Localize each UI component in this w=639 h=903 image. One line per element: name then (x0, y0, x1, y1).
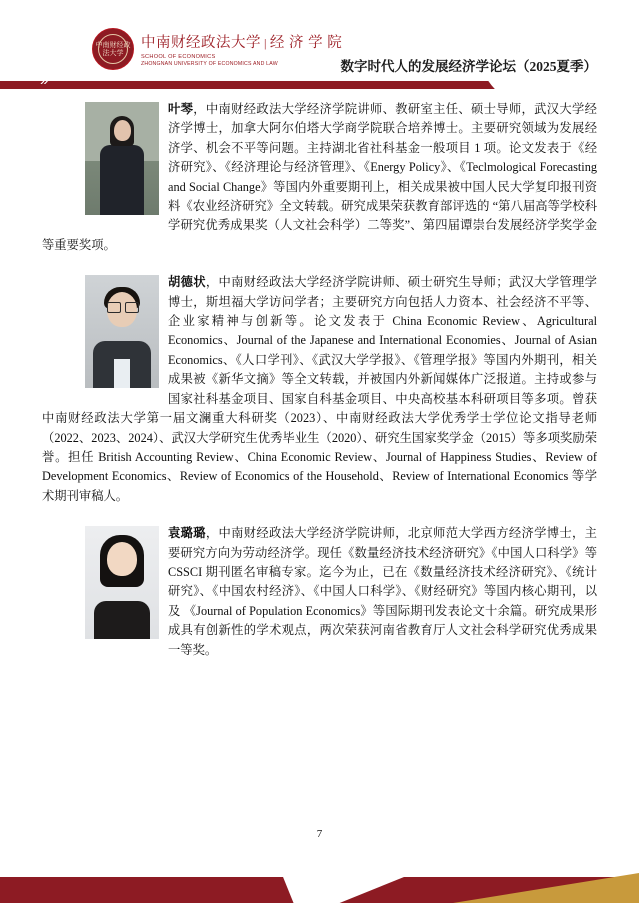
university-seal-icon (92, 28, 134, 70)
logo-separator: | (264, 36, 267, 50)
portrait-shirt (114, 359, 130, 388)
portrait-body (100, 145, 144, 215)
speaker-entry (0, 100, 639, 255)
page-header (0, 0, 639, 88)
header-red-rule (0, 78, 639, 92)
speaker-entry-inner (42, 273, 597, 506)
portrait-ye-qin (85, 102, 159, 215)
speaker-entry (0, 273, 639, 506)
speaker-name: 胡德状 (168, 275, 206, 290)
speaker-bio-text: ，中南财经政法大学经济学院讲师、硕士研究生导师；武汉大学管理学博士，斯坦福大学访问学者；主要研究方向包括人力资本、社会经济不平等、企业家精神与创新等。论文发表于 China Economic Review、Agricultural Economics、Journal of the Japanese and International Economies、Journal of Asian Economics、《人口学刊》、《武汉大学学报》、《管理学报》等国内外期刊，相关成果被《新华文摘》等全文转载，并被国内外新闻媒体广泛报道。主持或参与国家社科基金项目、国家自科基金项目、中央高校基本科研项目等多项。曾获中南财经政法大学第一届文澜重大科研奖（2023）、中南财经政法大学优秀学士学位论文指导老师（2022、2023、2024）、武汉大学研究生优秀毕业生（2020）、研究生国家奖学金（2015）等多项奖励荣誉。担任 British Accounting Review、China Economic Review、Journal of Happiness Studies、Review of Development Economics、Review of Economics of the Household、Review of International Economics 等学术期刊审稿人。 (42, 275, 597, 503)
university-name-block (141, 31, 342, 67)
header-curve-cut-2 (519, 78, 639, 92)
header-white-band (0, 0, 639, 20)
speaker-name: 袁璐璐 (168, 526, 206, 541)
university-seal-text: 中南财经政法大学 (95, 41, 131, 57)
portrait-glasses-right (125, 302, 139, 313)
page-number: 7 (316, 828, 323, 840)
speaker-bio-text: ，中南财经政法大学经济学院讲师、教研室主任、硕士导师，武汉大学经济学博士，加拿大阿尔伯塔大学商学院联合培养博士。主要研究领域为发展经济学、机会不平等问题。主持湖北省社科基金一般项目 1 项。论文发表于《经济研究》、《经济理论与经济管理》、《Energy Policy》、《Teclmological Forecasting and Social Change》等国内外重要期刊上，相关成果被中国人民大学复印报刊资料《农业经济研究》全文转载。研究成果荣获教育部评选的 “第八届高等学校科学研究优秀成果奖（人文社会科学）二等奖”、第四届谭崇台发展经济学奖学金等重要奖项。 (42, 102, 597, 252)
portrait-body (94, 601, 150, 639)
footer-decoration (0, 845, 639, 903)
speaker-bio-text: ，中南财经政法大学经济学院讲师，北京师范大学西方经济学博士，主要研究方向为劳动经济学。现任《数量经济技术经济研究》《中国人口科学》等 CSSCI 期刊匿名审稿专家。迄今为止，已在《数量经济技术经济研究》、《统计研究》、《中国农村经济》、《中国人口科学》、《财经研究》等国内核心期刊，以及 《Journal of Population Economics》等国际期刊发表论文十余篇。研究成果形成具有创新性的学术观点，两次荣获河南省教育厅人文社会科学研究优秀成果一等奖。 (168, 526, 597, 657)
school-name-cn: 经 济 学 院 (269, 35, 343, 51)
speaker-name: 叶琴 (168, 102, 194, 116)
forum-title: 数字时代人的发展经济学论坛（2025夏季） (340, 59, 597, 74)
university-name-cn-row (141, 31, 342, 52)
speaker-entry-inner (42, 100, 597, 255)
portrait-hu-dezhuang (85, 275, 159, 388)
university-name-cn: 中南财经政法大学 (141, 35, 261, 51)
portrait-face (107, 542, 137, 576)
school-name-en: SCHOOL OF ECONOMICS (141, 54, 216, 60)
portrait-glasses-left (107, 302, 121, 313)
page-content (0, 100, 639, 678)
portrait-face (114, 120, 131, 141)
portrait-yuan-lulu (85, 526, 159, 639)
speaker-entry (0, 524, 639, 660)
university-name-en: ZHONGNAN UNIVERSITY OF ECONOMICS AND LAW (141, 61, 278, 67)
university-logo (92, 28, 342, 70)
speaker-entry-inner (42, 524, 597, 660)
chevron-right-icon: » (40, 72, 47, 89)
